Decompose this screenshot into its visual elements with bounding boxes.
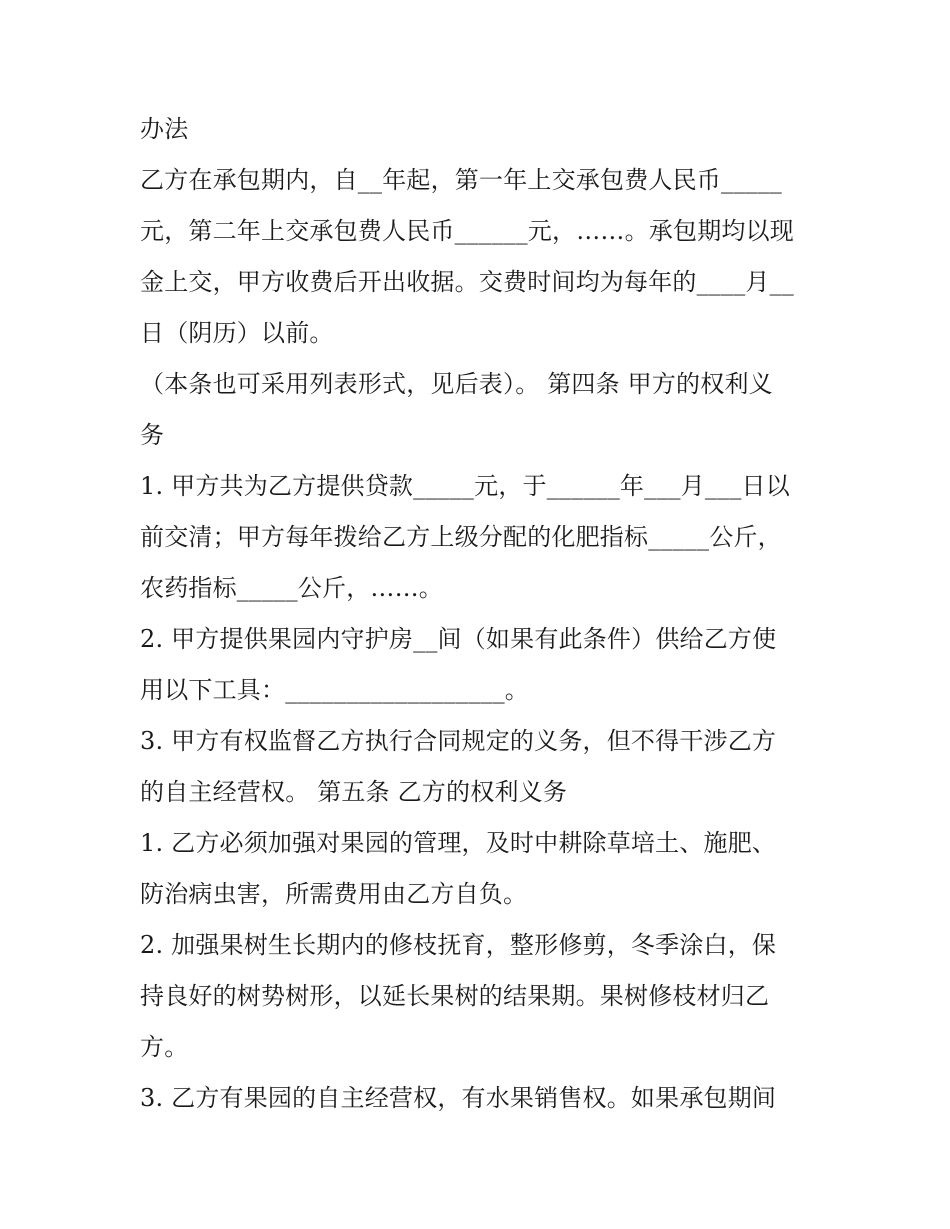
text-line: 农药指标_____公斤，……。	[140, 574, 443, 602]
text-line: 元，第二年上交承包费人民币______元，……。承包期均以现	[140, 217, 794, 245]
text-line: 务	[140, 421, 165, 449]
text-line: 方。	[140, 1033, 189, 1061]
text-line: 1. 乙方必须加强对果园的管理，及时中耕除草培土、施肥、	[140, 829, 777, 857]
text-line: 金上交，甲方收费后开出收据。交费时间均为每年的____月__	[140, 268, 794, 296]
text-line: 防治病虫害，所需费用由乙方自负。	[140, 880, 528, 908]
text-line: 用以下工具：__________________。	[140, 676, 529, 704]
document-page	[140, 104, 820, 1124]
text-line: 3. 乙方有果园的自主经营权，有水果销售权。如果承包期间	[140, 1084, 777, 1112]
text-line: 1. 甲方共为乙方提供贷款_____元，于______年___月___日以	[140, 472, 790, 500]
text-line: 前交清；甲方每年拨给乙方上级分配的化肥指标_____公斤，	[140, 523, 782, 551]
text-line: 2. 加强果树生长期内的修枝抚育，整形修剪，冬季涂白，保	[140, 931, 777, 959]
text-line: 2. 甲方提供果园内守护房__间（如果有此条件）供给乙方使	[140, 625, 777, 653]
text-line: 办法	[140, 115, 189, 143]
text-line: 持良好的树势树形，以延长果树的结果期。果树修枝材归乙	[140, 982, 770, 1010]
text-line: （本条也可采用列表形式，见后表）。 第四条 甲方的权利义	[140, 370, 773, 398]
text-line: 日（阴历）以前。	[140, 319, 334, 347]
text-line: 的自主经营权。 第五条 乙方的权利义务	[140, 778, 568, 806]
text-line: 3. 甲方有权监督乙方执行合同规定的义务，但不得干涉乙方	[140, 727, 777, 755]
text-line: 乙方在承包期内，自__年起，第一年上交承包费人民币_____	[140, 166, 782, 194]
